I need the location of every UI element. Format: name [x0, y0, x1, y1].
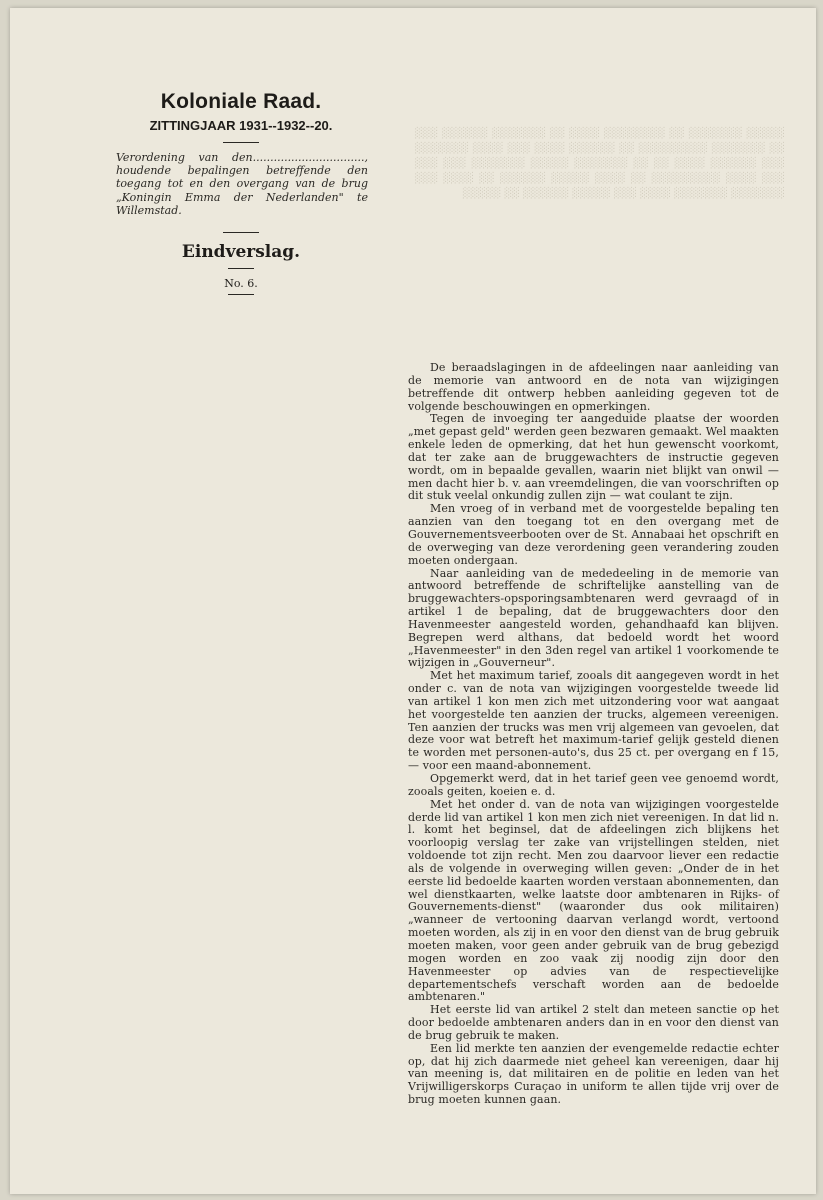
paragraph: Tegen de invoeging ter aangeduide plaatse der woorden „met gepast geld" werden geen bezwaren gemaakt. Wel maakten enkele leden de opmerking, dat het hun gewenscht voorkomt, dat ter zake aan de bruggewachters de instructie gegeven wordt, om in bepaalde gevallen, waarin niet blijkt van onwil — men dacht hier b. v. aan vreemdelingen, die van voorschriften op dit stuk veelal onkundig zullen zijn — wat coulant te zijn. — [408, 412, 779, 503]
paragraph: Men vroeg of in verband met de voorgestelde bepaling ten aanzien van den toegang tot en den overgang met de Gouvernementsveerbooten over de St. Annabaai het opschrift en de overweging van deze verordening geen verandering zouden moeten ondergaan. — [408, 502, 779, 567]
document-heading — [110, 90, 372, 152]
paragraph: Opgemerkt werd, dat in het tarief geen vee genoemd wordt, zooals geiten, koeien e. d. — [408, 772, 779, 798]
bleed-through-text: ░░░░░ ░░░░░░░ ░░ ░░░░░░░░ ░░░░ ░░ ░░░░░░░ ░░░░░░ ░░░ ░░ ░░░░░░░ ░░░░░░░░░ ░░ ░░░░░░ ░░░░ ░░░ ░░░░ ░░░░░░░ ░░░ ░░░░░░ ░░░░ ░░ ░░ ░░░░░░░ ░░░░░ ░░░░░░░ ░░░ ░░░ ░░░ ░░░░ ░░░░░░░░░ ░░ ░░░░ ░░░░░ ░░░░░░ ░░ ░░░░ ░░░ ░░░░░░░ ░░░░░░░ ░░░░ ░░░ ░░░░░ ░░░░░░ ░░ ░░░░░ — [414, 128, 784, 199]
paragraph: De beraadslagingen in de afdeelingen naar aanleiding van de memorie van antwoord en de nota van wijzigingen betreffende dit ontwerp hebben aanleiding gegeven tot de volgende beschouwingen en opmerkingen. — [408, 361, 779, 413]
divider — [223, 232, 259, 233]
paragraph: Met het maximum tarief, zooals dit aangegeven wordt in het onder c. van de nota van wijzigingen voorgestelde tweede lid van artikel 1 kon men zich met uitzondering voor wat aangaat het voorgestelde ten aanzien der trucks, algemeen vereenigen. Ten aanzien der trucks was men vrij algemeen van gevoelen, dat deze voor wat betreft het maximum-tarief gelijk gesteld dienen te worden met personen-auto's, dus 25 ct. per overgang en f 15,— voor een maand-abonnement. — [408, 669, 779, 773]
report-number: No. 6. — [224, 277, 258, 290]
ordinance-description: Verordening van den................................, houdende bepalingen betreffende den toegang tot en den overgang van de brug „Koningin Emma der Nederlanden" te Willemstad. — [116, 151, 368, 217]
report-title: Eindverslag. — [181, 242, 301, 262]
divider — [223, 142, 259, 143]
council-title: Koloniale Raad. — [160, 90, 322, 113]
paragraph: Met het onder d. van de nota van wijzigingen voorgestelde derde lid van artikel 1 kon men zich niet vereenigen. In dat lid n. l. komt het beginsel, dat de afdeelingen zich blijkens het voorloopig verslag ter zake van vrijstellingen stelden, niet voldoende tot zijn recht. Men zou daarvoor liever een redactie als de volgende in overweging willen geven: „Onder de in het eerste lid bedoelde kaarten worden verstaan abonnementen, dan wel dienstkaarten, welke laatste door ambtenaren in Rijks- of Gouvernements-dienst" (waaronder dus ook militairen) „wanneer de vertooning daarvan verlangd wordt, vertoond moeten worden, als zij in en voor den dienst van de brug gebruik moeten maken, voor geen ander gebruik van de brug gebezigd mogen worden en zoo vaak zij noodig zijn door den Havenmeester op advies van de respectievelijke departementschefs verschaft worden aan de bedoelde ambtenaren." — [408, 797, 779, 1004]
report-body — [408, 362, 779, 1107]
report-block — [110, 223, 372, 299]
paragraph: Naar aanleiding van de mededeeling in de memorie van antwoord betreffende de schriftelijke aanstelling van de bruggewachters-opsporingsambtenaren werd gevraagd of in artikel 1 de bepaling, dat de bruggewachters door den Havenmeester aangesteld worden, gehandhaafd kan blijven. Begrepen werd althans, dat bedoeld wordt het woord „Havenmeester" in den 3den regel van artikel 1 voorkomende te wijzigen in „Gouverneur". — [408, 566, 779, 670]
divider — [228, 294, 254, 295]
paragraph: Het eerste lid van artikel 2 stelt dan meteen sanctie op het door bedoelde ambtenaren anders dan in en voor den dienst van de brug gebruik te maken. — [408, 1003, 779, 1042]
divider — [228, 268, 254, 269]
document-page — [10, 8, 816, 1194]
paragraph: Een lid merkte ten aanzien der evengemelde redactie echter op, dat hij zich daarmede niet geheel kan vereenigen, daar hij van meening is, dat militairen en de politie en leden van het Vrijwilligerskorps Curaçao in uniform te allen tijde vrij over de brug moeten kunnen gaan. — [408, 1041, 779, 1107]
session-year: ZITTINGJAAR 1931--1932--20. — [149, 118, 333, 133]
